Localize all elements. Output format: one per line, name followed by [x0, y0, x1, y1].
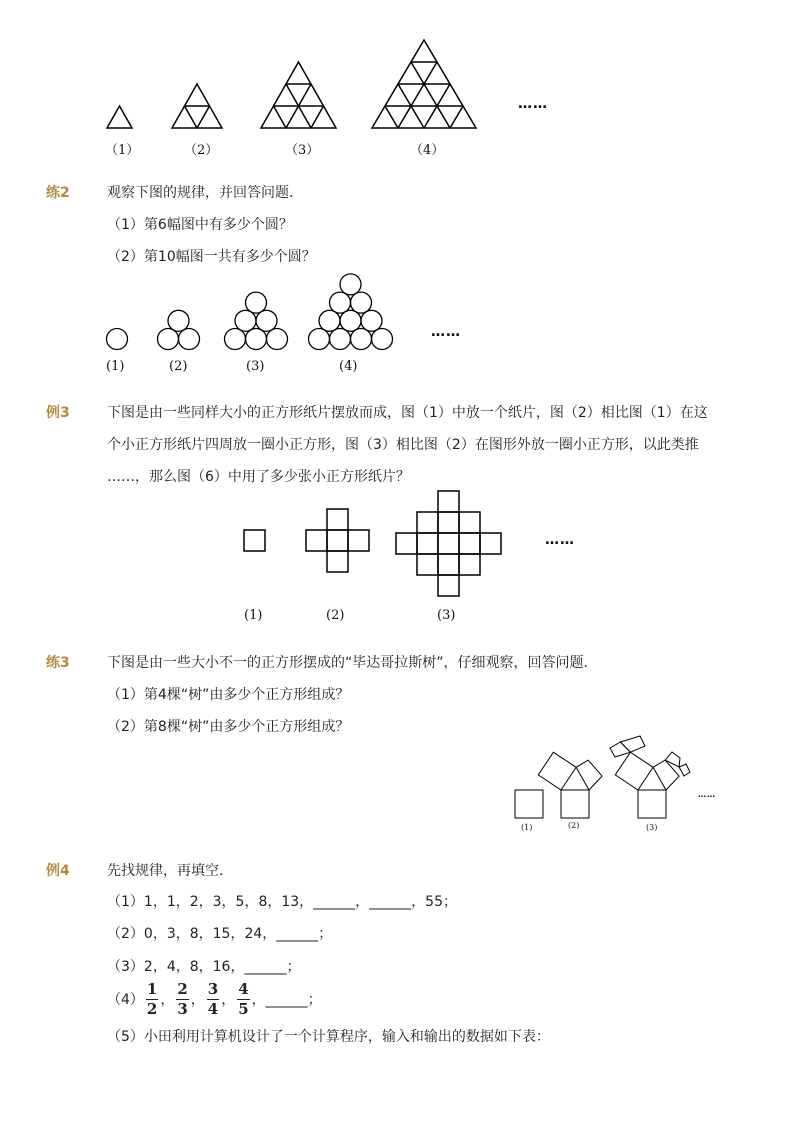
square-label-2: (2) — [326, 608, 345, 623]
practice-2-question-2: （2）第10幅图一共有多少个圆？ — [107, 249, 316, 265]
practice-3-intro: 下图是由一些大小不一的正方形摆成的“毕达哥拉斯树”，仔细观察，回答问题． — [107, 655, 598, 671]
tree-ellipsis: …… — [698, 790, 716, 799]
q4-tail: ，______； — [251, 992, 322, 1008]
example-3-tag: 例3 — [46, 405, 70, 421]
tri-ellipsis: …… — [518, 96, 548, 112]
square-label-3: (3) — [437, 608, 456, 623]
example-4-question-5: （5）小田利用计算机设计了一个计算程序，输入和输出的数据如下表： — [107, 1029, 550, 1045]
practice-3-tag: 练3 — [46, 655, 70, 671]
example-3-line-1: 下图是由一些同样大小的正方形纸片摆放而成，图（1）中放一个纸片，图（2）相比图（1）在这 — [107, 405, 708, 421]
fraction-2: $\frac{2}{3}$ — [177, 979, 188, 1018]
example-4-tag: 例4 — [46, 863, 70, 879]
example-3-line-2: 个小正方形纸片四周放一圈小正方形，图（3）相比图（2）在图形外放一圈小正方形，以此类推 — [107, 437, 699, 453]
practice-2-question-1: （1）第6幅图中有多少个圆？ — [107, 217, 293, 233]
circle-label-4: (4) — [339, 359, 358, 374]
tri-label-2: （2） — [184, 143, 219, 158]
fraction-4: $\frac{4}{5}$ — [238, 979, 249, 1018]
tri-label-3: （3） — [285, 143, 320, 158]
triangle-3 — [261, 62, 336, 128]
circle-ellipsis: …… — [431, 324, 461, 340]
square-fig-2 — [306, 509, 369, 572]
tree-label-2: (2) — [568, 821, 580, 830]
practice-3-question-1: （1）第4棵“树”由多少个正方形组成？ — [107, 687, 350, 703]
example-4-question-4 — [107, 979, 322, 1019]
triangle-1 — [107, 106, 132, 128]
example-4-question-3: （3）2，4，8，16，______； — [107, 959, 301, 975]
tree-label-1: (1) — [521, 823, 533, 832]
example-4-question-1: （1）1，1，2，3，5，8，13，______，______，55； — [107, 894, 457, 910]
practice-2-intro: 观察下图的规律，并回答问题． — [107, 185, 303, 201]
triangle-pattern-figure — [0, 0, 800, 135]
q4-sep-2: ， — [190, 992, 205, 1008]
square-fig-3-bottom — [437, 574, 460, 597]
circle-fig-3 — [225, 292, 288, 349]
triangle-4 — [372, 40, 476, 128]
triangle-2 — [172, 84, 222, 128]
square-pattern-figure — [0, 488, 800, 578]
fraction-3: $\frac{3}{4}$ — [207, 979, 219, 1018]
q4-sep-1: ， — [160, 992, 175, 1008]
circle-fig-1 — [107, 329, 128, 350]
fraction-1: $\frac{1}{2}$ — [146, 979, 158, 1018]
example-3-line-3: ……，那么图（6）中用了多少张小正方形纸片？ — [107, 469, 410, 485]
circle-pattern-figure — [0, 265, 800, 355]
example-4-intro: 先找规律，再填空． — [107, 863, 233, 879]
circle-fig-4 — [309, 274, 393, 350]
tri-label-1: （1） — [105, 143, 140, 158]
q4-prefix: （4） — [107, 992, 144, 1008]
example-4-question-2: （2）0，3，8，15，24，______； — [107, 926, 333, 942]
tree-2 — [538, 752, 602, 818]
tree-1 — [515, 790, 543, 818]
pythagoras-tree-figure — [500, 735, 730, 835]
square-fig-3 — [396, 491, 501, 575]
tri-label-4: （4） — [410, 143, 445, 158]
circle-label-2: (2) — [169, 359, 188, 374]
square-fig-1 — [244, 530, 265, 551]
q4-sep-3: ， — [221, 992, 236, 1008]
practice-2-tag: 练2 — [46, 185, 70, 201]
circle-label-3: (3) — [246, 359, 265, 374]
tree-3 — [610, 736, 690, 818]
circle-label-1: (1) — [106, 359, 125, 374]
square-ellipsis: …… — [545, 532, 575, 548]
circle-fig-2 — [158, 310, 200, 349]
tree-label-3: (3) — [646, 823, 658, 832]
square-label-1: (1) — [244, 608, 263, 623]
practice-3-question-2: （2）第8棵“树”由多少个正方形组成？ — [107, 719, 350, 735]
